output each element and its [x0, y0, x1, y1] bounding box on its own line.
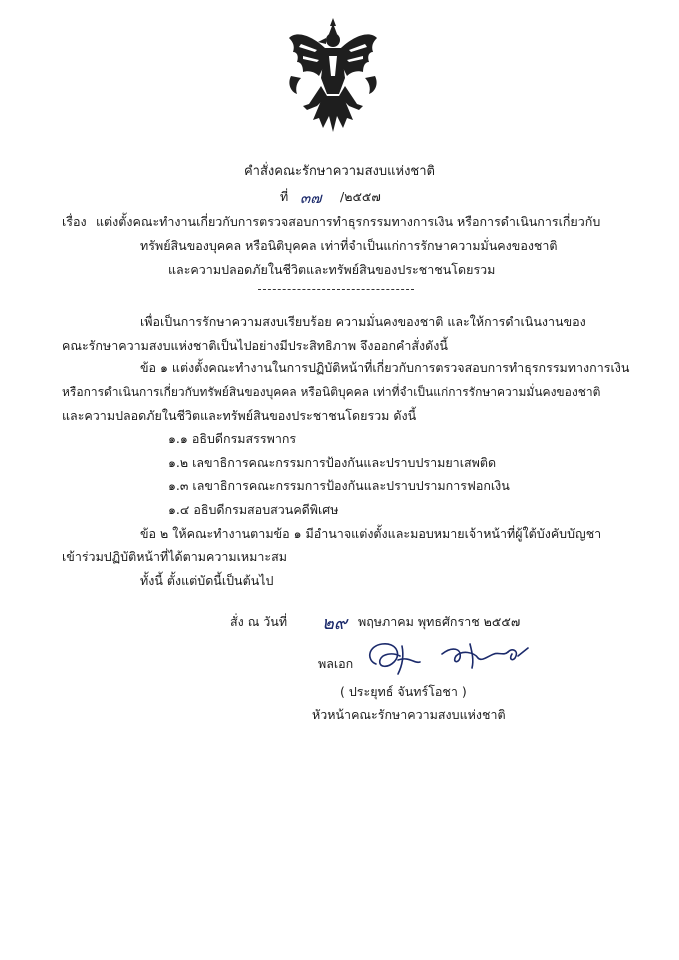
subject-line-1: แต่งตั้งคณะทำงานเกี่ยวกับการตรวจสอบการทำธุรกรรมทางการเงิน หรือการดำเนินการเกี่ยวกับ	[96, 214, 601, 229]
garuda-emblem-icon	[283, 16, 383, 138]
intro-line-1: เพื่อเป็นการรักษาความสงบเรียบร้อย ความมั่นคงของชาติ และให้การดำเนินงานของ	[140, 314, 586, 329]
subject-line-2: ทรัพย์สินของบุคคล หรือนิติบุคคล เท่าที่จำเป็นแก่การรักษาความมั่นคงของชาติ	[140, 238, 558, 253]
order-number-year: /๒๕๕๗	[340, 189, 381, 204]
signer-title: หัวหน้าคณะรักษาความสงบแห่งชาติ	[312, 707, 506, 722]
clause-1-line-3: และความปลอดภัยในชีวิตและทรัพย์สินของประชาชนโดยรวม ดังนี้	[62, 408, 417, 423]
order-number-prefix: ที่	[280, 189, 289, 204]
member-item: ๑.๓ เลขาธิการคณะกรรมการป้องกันและปราบปรามการฟอกเงิน	[168, 478, 510, 493]
member-item: ๑.๔ อธิบดีกรมสอบสวนคดีพิเศษ	[168, 502, 339, 517]
member-item: ๑.๑ อธิบดีกรมสรรพากร	[168, 431, 297, 446]
subject-line-3: และความปลอดภัยในชีวิตและทรัพย์สินของประชาชนโดยรวม	[168, 262, 496, 277]
order-number-handwritten: ๓๗	[300, 189, 322, 207]
signer-name: ( ประยุทธ์ จันทร์โอชา )	[340, 684, 467, 699]
separator-rule	[258, 289, 414, 290]
clause-2-line-1: ข้อ ๒ ให้คณะทำงานตามข้อ ๑ มีอำนาจแต่งตั้งและมอบหมายเจ้าหน้าที่ผู้ใต้บังคับบัญชา	[140, 526, 602, 541]
order-day-handwritten: ๒๙	[322, 613, 348, 634]
clause-1-line-2: หรือการดำเนินการเกี่ยวกับทรัพย์สินของบุคคล หรือนิติบุคคล เท่าที่จำเป็นแก่การรักษาความมั่นคงของชาติ	[62, 385, 601, 399]
effective-clause: ทั้งนี้ ตั้งแต่บัดนี้เป็นต้นไป	[140, 573, 274, 588]
signer-rank: พลเอก	[318, 656, 354, 671]
order-month-year: พฤษภาคม พุทธศักราช ๒๕๕๗	[358, 614, 521, 629]
member-item: ๑.๒ เลขาธิการคณะกรรมการป้องกันและปราบปรามยาเสพติด	[168, 455, 497, 470]
order-title: คำสั่งคณะรักษาความสงบแห่งชาติ	[243, 164, 435, 179]
clause-1-line-1: ข้อ ๑ แต่งตั้งคณะทำงานในการปฏิบัติหน้าที่เกี่ยวกับการตรวจสอบการทำธุรกรรมทางการเงิน	[140, 360, 630, 375]
signature-icon	[358, 638, 548, 678]
subject-label: เรื่อง	[62, 214, 87, 229]
intro-line-2: คณะรักษาความสงบแห่งชาติเป็นไปอย่างมีประสิทธิภาพ จึงออกคำสั่งดังนี้	[62, 338, 448, 353]
order-date-label: สั่ง ณ วันที่	[230, 614, 288, 629]
clause-2-line-2: เข้าร่วมปฏิบัติหน้าที่ได้ตามความเหมาะสม	[62, 549, 288, 564]
